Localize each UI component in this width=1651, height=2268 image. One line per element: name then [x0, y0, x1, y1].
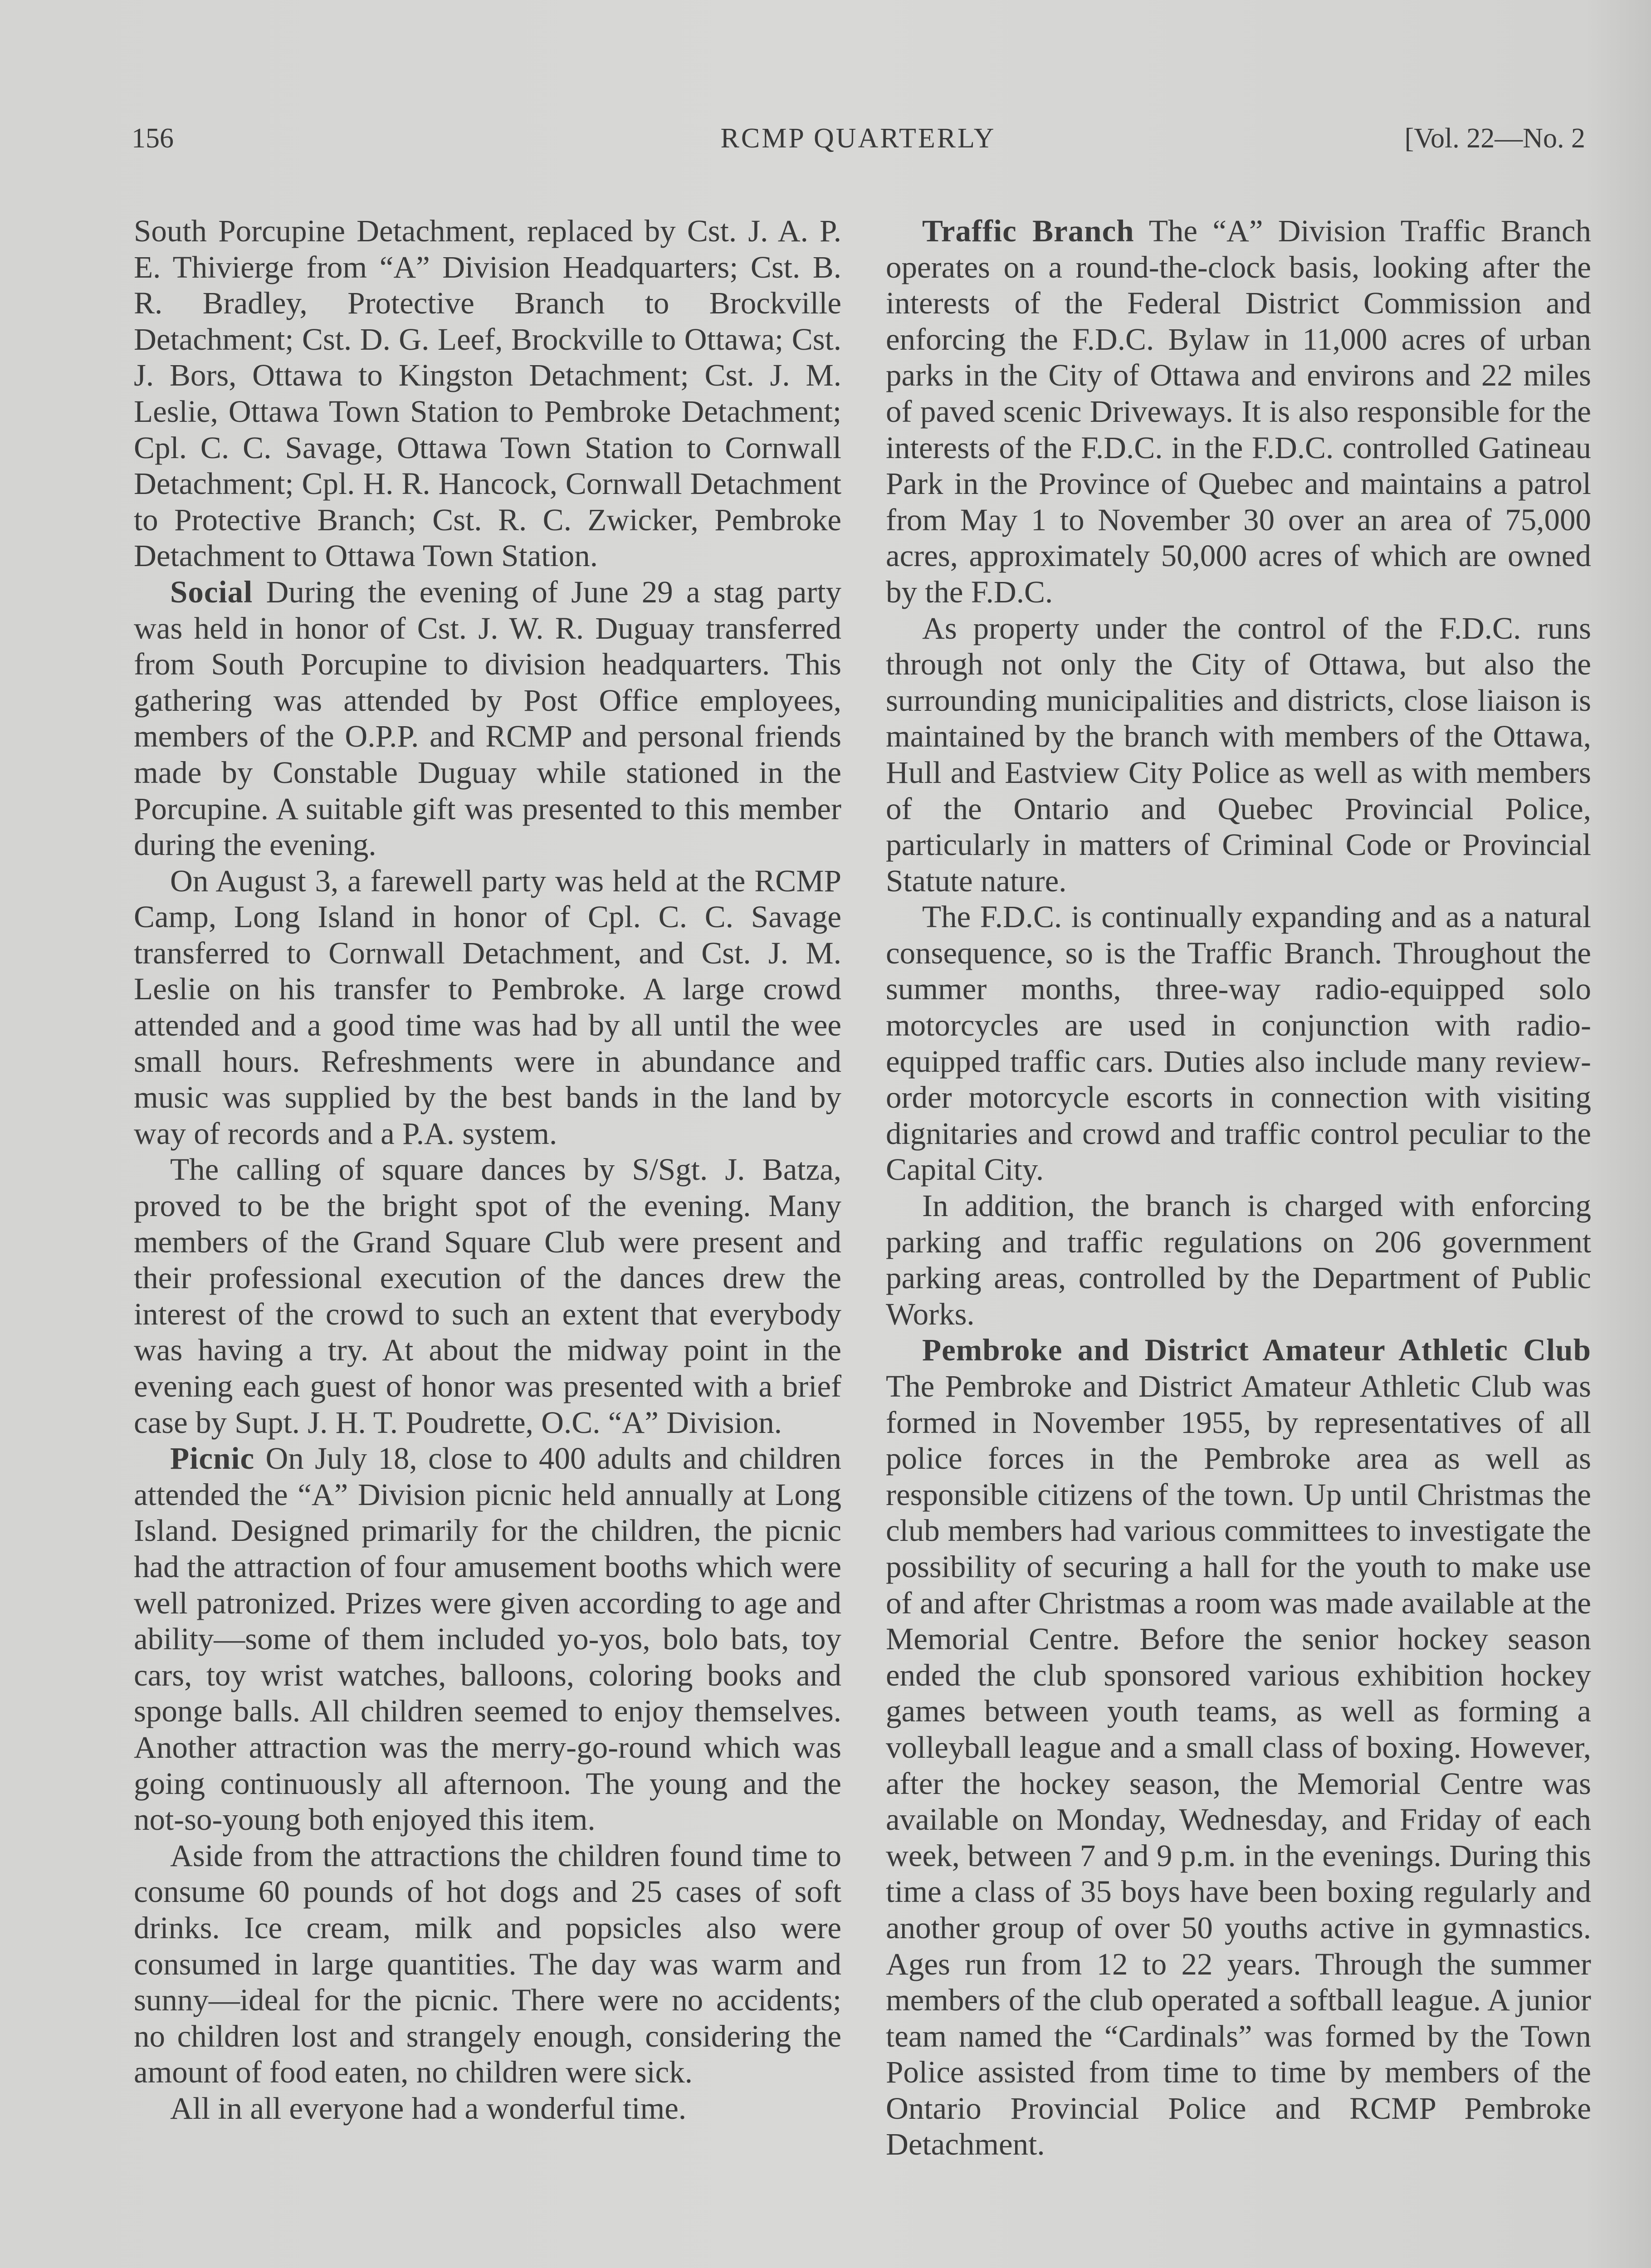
picnic-paragraph [134, 1441, 841, 1838]
left-column [134, 213, 841, 2126]
social-paragraph [134, 574, 841, 863]
social-text: During the evening of June 29 a stag party was held in honor of Cst. J. W. R. Duguay transferred from South Porcupine to division headquarters. This gathering was attended by Post Office employees, members of the O.P.P. and RCMP and personal friends made by Constable Duguay while stationed in the Porcupine. A suitable gift was presented to this member during the evening. [134, 574, 841, 862]
transfers-paragraph: South Porcupine Detachment, replaced by Cst. J. A. P. E. Thivierge from “A” Division Headquarters; Cst. B. R. Bradley, Protective Branch to Brockville Detachment; Cst. D. G. Leef, Brockville to Ottawa; Cst. J. Bors, Ottawa to Kingston Detachment; Cst. J. M. Leslie, Ottawa Town Station to Pembroke Detachment; Cpl. C. C. Savage, Ottawa Town Station to Cornwall Detachment; Cpl. H. R. Hancock, Cornwall Detachment to Protective Branch; Cst. R. C. Zwicker, Pembroke Detachment to Ottawa Town Station. [134, 214, 841, 573]
traffic-paragraph [886, 213, 1591, 611]
right-column [886, 213, 1591, 2163]
volume-issue: [Vol. 22—No. 2 [1404, 123, 1585, 154]
farewell-paragraph: On August 3, a farewell party was held at the RCMP Camp, Long Island in honor of Cpl. C. C. Savage transferred to Cornwall Detachment, and Cst. J. M. Leslie on his transfer to Pembroke. A large crowd attended and a good time was had by all until the wee small hours. Refreshments were in abundance and music was supplied by the best bands in the land by way of records and a P.A. system. [134, 863, 841, 1151]
picnic-text: On July 18, close to 400 adults and children attended the “A” Division picnic held annually at Long Island. Designed primarily for the children, the picnic had the attraction of four amusement booths which were well patronized. Prizes were given according to age and ability—some of them included yo-yos, bolo bats, toy cars, toy wrist watches, balloons, coloring books and sponge balls. All children seemed to enjoy themselves. Another attraction was the merry-go-round which was going continuously all afternoon. The young and the not-so-young both enjoyed this item. [134, 1441, 841, 1837]
social-heading: Social [170, 574, 253, 609]
pembroke-paragraph [886, 1332, 1591, 2163]
pembroke-heading: Pembroke and District Amateur Athletic Club [922, 1333, 1591, 1368]
traffic-text: The “A” Division Traffic Branch operates on a round-the-clock basis, looking after the interests of the Federal District Commission and enforcing the F.D.C. Bylaw in 11,000 acres of urban parks in the City of Ottawa and environs and 22 miles of paved scenic Driveways. It is also responsible for the interests of the F.D.C. in the F.D.C. controlled Gatineau Park in the Province of Quebec and maintains a patrol from May 1 to November 30 over an area of 75,000 acres, approximately 50,000 acres of which are owned by the F.D.C. [886, 214, 1591, 609]
running-title: RCMP QUARTERLY [720, 123, 996, 154]
liaison-paragraph: As property under the control of the F.D.C. runs through not only the City of Ottawa, but also the surrounding municipalities and districts, close liaison is maintained by the branch with members of the Ottawa, Hull and Eastview City Police as well as with members of the Ontario and Quebec Provincial Police, particularly in matters of Criminal Code or Provincial Statute nature. [886, 611, 1591, 898]
closing-paragraph: All in all everyone had a wonderful time. [170, 2091, 687, 2126]
picnic-heading: Picnic [170, 1441, 255, 1476]
parking-paragraph: In addition, the branch is charged with enforcing parking and traffic regulations on 206 government parking areas, controlled by the Department of Public Works. [886, 1188, 1591, 1331]
expansion-paragraph: The F.D.C. is continually expanding and as a natural consequence, so is the Traffic Branch. Throughout the summer months, three-way radio-equipped solo motorcycles are used in conjunction with radio-equipped traffic cars. Duties also include many review-order motorcycle escorts in connection with visiting dignitaries and crowd and traffic control peculiar to the Capital City. [886, 899, 1591, 1187]
food-paragraph: Aside from the attractions the children found time to consume 60 pounds of hot dogs and 25 cases of soft drinks. Ice cream, milk and popsicles also were consumed in large quantities. The day was warm and sunny—ideal for the picnic. There were no accidents; no children lost and strangely enough, considering the amount of food eaten, no children were sick. [134, 1838, 841, 2090]
pembroke-text: The Pembroke and District Amateur Athletic Club was formed in November 1955, by representatives of all police forces in the Pembroke area as well as responsible citizens of the town. Up until Christmas the club members had various committees to investigate the possibility of securing a hall for the youth to make use of and after Christmas a room was made available at the Memorial Centre. Before the senior hockey season ended the club sponsored various exhibition hockey games between youth teams, as well as forming a volleyball league and a small class of boxing. However, after the hockey season, the Memorial Centre was available on Monday, Wednesday, and Friday of each week, between 7 and 9 p.m. in the evenings. During this time a class of 35 boys have been boxing regularly and another group of over 50 youths active in gymnastics. Ages run from 12 to 22 years. Through the summer members of the club operated a softball league. A junior team named the “Cardinals” was formed by the Town Police assisted from time to time by members of the Ontario Provincial Police and RCMP Pembroke Detachment. [886, 1369, 1591, 2162]
traffic-heading: Traffic Branch [922, 214, 1134, 248]
page-number: 156 [132, 123, 174, 154]
square-dance-paragraph: The calling of square dances by S/Sgt. J. Batza, proved to be the bright spot of the evening. Many members of the Grand Square Club were present and their professional execution of the dances drew the interest of the crowd to such an extent that everybody was having a try. At about the midway point in the evening each guest of honor was presented with a brief case by Supt. J. H. T. Poudrette, O.C. “A” Division. [134, 1152, 841, 1440]
